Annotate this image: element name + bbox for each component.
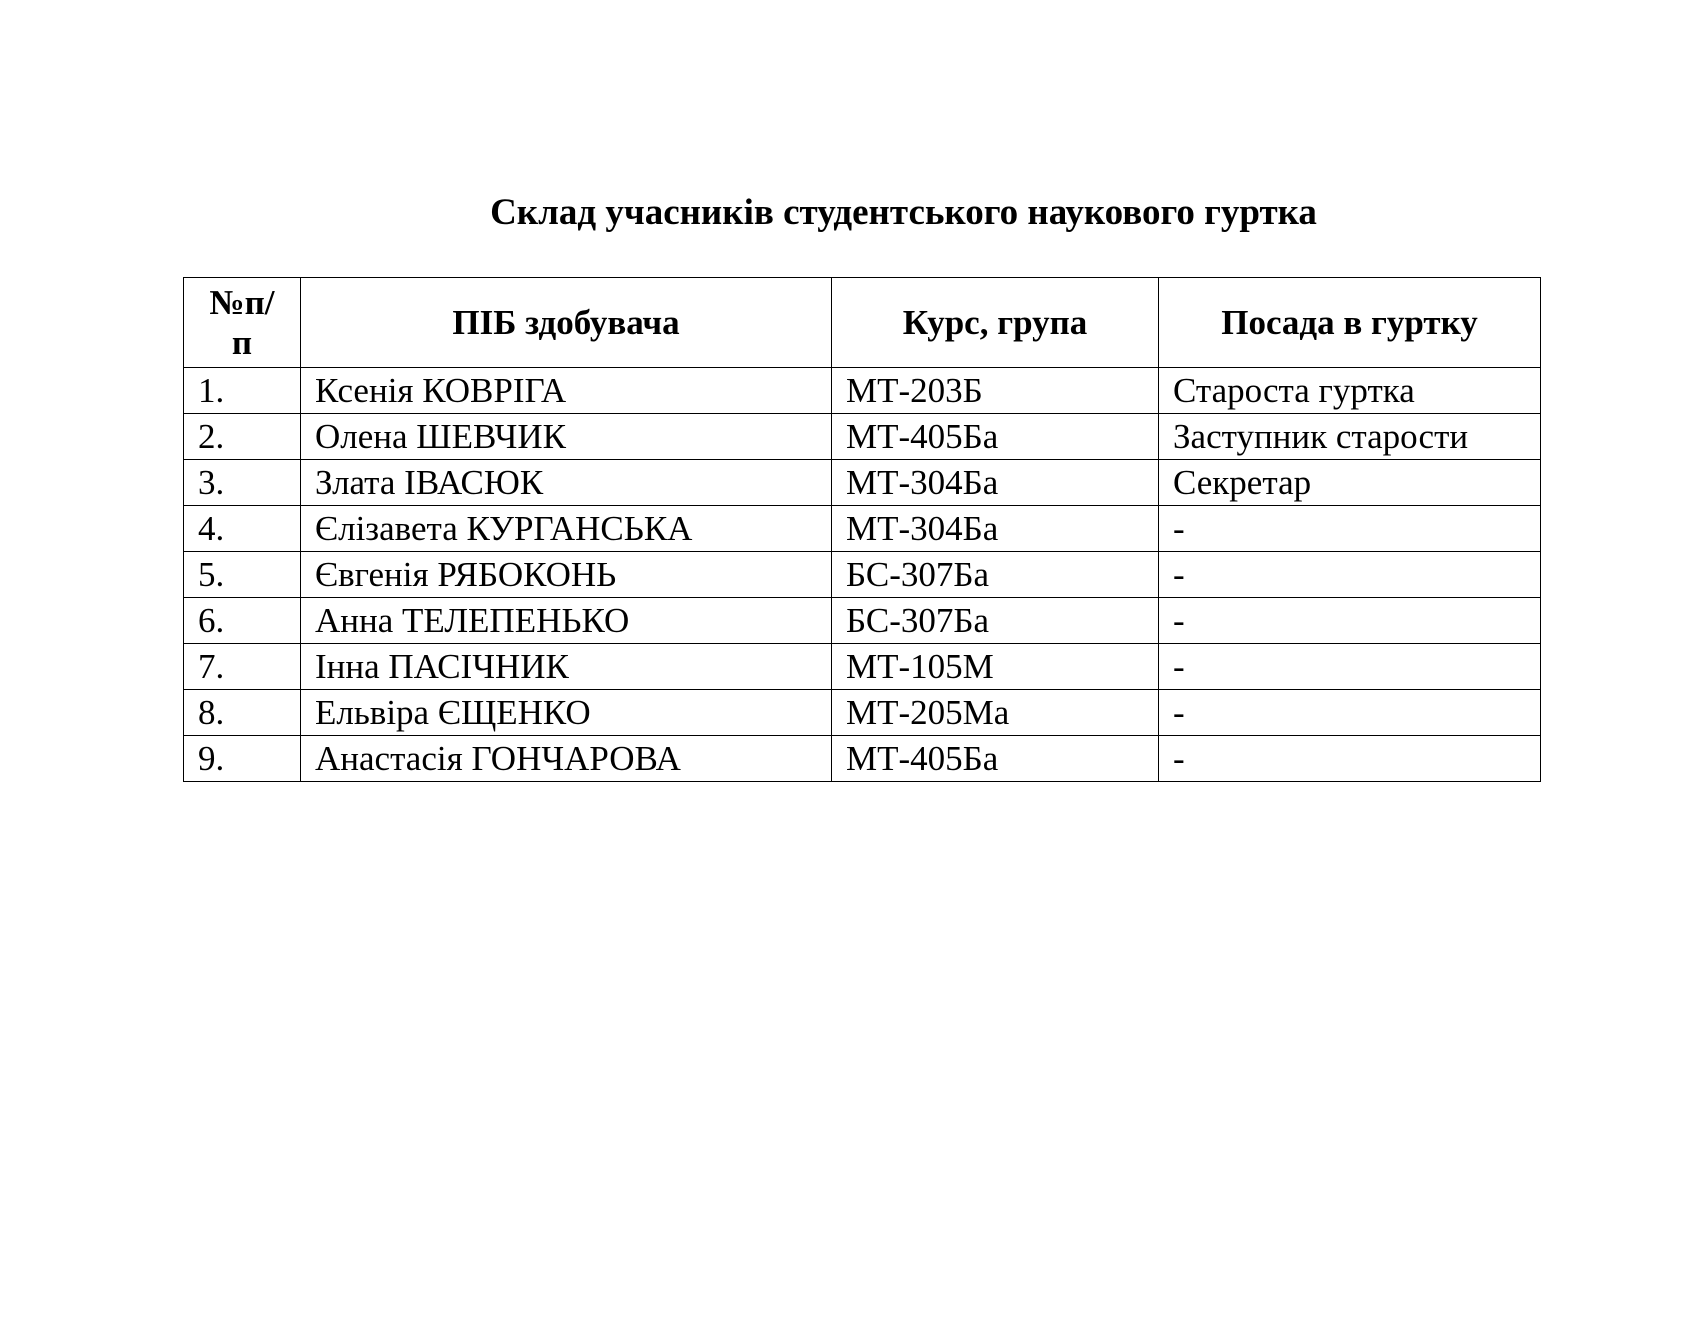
header-name: ПІБ здобувача	[301, 278, 832, 368]
row-role: Секретар	[1159, 460, 1541, 506]
row-number: 7.	[184, 644, 301, 690]
table-row	[184, 690, 1541, 736]
row-role: Староста гуртка	[1159, 368, 1541, 414]
row-group: БС-307Ба	[832, 598, 1159, 644]
row-name: Ксенія КОВРІГА	[301, 368, 832, 414]
row-name: Олена ШЕВЧИК	[301, 414, 832, 460]
row-number: 9.	[184, 736, 301, 782]
row-group: МТ-304Ба	[832, 460, 1159, 506]
row-role: -	[1159, 598, 1541, 644]
header-role: Посада в гуртку	[1159, 278, 1541, 368]
row-number: 3.	[184, 460, 301, 506]
row-name: Єлізавета КУРГАНСЬКА	[301, 506, 832, 552]
row-group: МТ-105М	[832, 644, 1159, 690]
row-number: 5.	[184, 552, 301, 598]
row-number: 8.	[184, 690, 301, 736]
row-number: 1.	[184, 368, 301, 414]
row-number: 6.	[184, 598, 301, 644]
table-row	[184, 736, 1541, 782]
row-role: -	[1159, 736, 1541, 782]
row-group: БС-307Ба	[832, 552, 1159, 598]
row-name: Євгенія РЯБОКОНЬ	[301, 552, 832, 598]
header-group: Курс, група	[832, 278, 1159, 368]
header-number-line2: п	[231, 322, 253, 362]
row-group: МТ-205Ма	[832, 690, 1159, 736]
row-group: МТ-405Ба	[832, 414, 1159, 460]
row-role: Заступник старости	[1159, 414, 1541, 460]
table-row	[184, 598, 1541, 644]
table-row	[184, 506, 1541, 552]
document-title: Склад учасників студентського наукового гуртка	[490, 192, 1317, 233]
row-name: Злата ІВАСЮК	[301, 460, 832, 506]
row-group: МТ-304Ба	[832, 506, 1159, 552]
row-group: МТ-405Ба	[832, 736, 1159, 782]
row-role: -	[1159, 644, 1541, 690]
row-number: 2.	[184, 414, 301, 460]
table-row	[184, 644, 1541, 690]
header-number	[184, 278, 301, 368]
members-table	[183, 277, 1541, 782]
table-row	[184, 414, 1541, 460]
header-number-line1: №п/	[209, 282, 275, 322]
row-name: Анастасія ГОНЧАРОВА	[301, 736, 832, 782]
table-header-row	[184, 278, 1541, 368]
row-name: Ельвіра ЄЩЕНКО	[301, 690, 832, 736]
row-role: -	[1159, 506, 1541, 552]
row-name: Анна ТЕЛЕПЕНЬКО	[301, 598, 832, 644]
row-name: Інна ПАСІЧНИК	[301, 644, 832, 690]
table-row	[184, 460, 1541, 506]
table-row	[184, 368, 1541, 414]
table-row	[184, 552, 1541, 598]
row-role: -	[1159, 690, 1541, 736]
row-role: -	[1159, 552, 1541, 598]
row-number: 4.	[184, 506, 301, 552]
row-group: МТ-203Б	[832, 368, 1159, 414]
